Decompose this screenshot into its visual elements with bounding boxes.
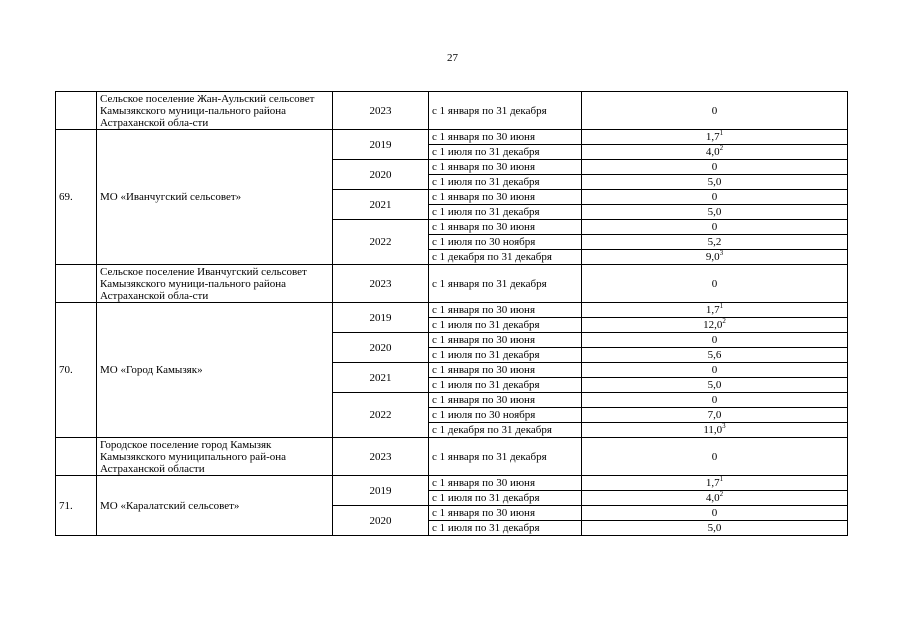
- tariff-row: [56, 303, 848, 318]
- period-cell: с 1 января по 30 июня: [429, 476, 582, 491]
- value-cell: [582, 175, 848, 190]
- tariff-row: [56, 130, 848, 145]
- year-cell: 2021: [333, 190, 429, 220]
- settlement-name: Городское поселение город Камызяк Камызякского муниципального рай-она Астраханской области: [97, 438, 333, 476]
- footnote-mark: 3: [722, 422, 726, 430]
- row-number: [56, 438, 97, 476]
- value-text: 4,0: [705, 146, 720, 158]
- value-cell: [582, 265, 848, 303]
- value-cell: [582, 491, 848, 506]
- value-text: 1,7: [705, 304, 720, 316]
- value-text: 7,0: [707, 409, 722, 421]
- value-text: 0: [711, 221, 718, 233]
- value-text: 0: [711, 161, 718, 173]
- row-number: 71.: [56, 476, 97, 536]
- period-cell: с 1 июля по 30 ноября: [429, 408, 582, 423]
- value-text: 5,0: [707, 206, 722, 218]
- value-cell: [582, 235, 848, 250]
- period-cell: с 1 января по 31 декабря: [429, 438, 582, 476]
- value-text: 0: [711, 104, 718, 117]
- period-cell: с 1 декабря по 31 декабря: [429, 250, 582, 265]
- value-cell: [582, 160, 848, 175]
- value-cell: [582, 92, 848, 130]
- year-cell: 2020: [333, 160, 429, 190]
- period-cell: с 1 июля по 31 декабря: [429, 491, 582, 506]
- value-cell: [582, 348, 848, 363]
- value-cell: [582, 423, 848, 438]
- page-number: 27: [447, 52, 458, 64]
- year-cell: 2023: [333, 438, 429, 476]
- tariff-table: [55, 91, 848, 536]
- value-text: 5,6: [707, 349, 722, 361]
- value-cell: [582, 303, 848, 318]
- value-text: 0: [711, 450, 718, 463]
- value-cell: [582, 145, 848, 160]
- year-cell: 2020: [333, 333, 429, 363]
- value-cell: [582, 130, 848, 145]
- value-cell: [582, 333, 848, 348]
- value-text: 4,0: [705, 492, 720, 504]
- settlement-row: [56, 265, 848, 303]
- value-text: 1,7: [705, 131, 720, 143]
- value-text: 5,0: [707, 379, 722, 391]
- period-cell: с 1 января по 30 июня: [429, 190, 582, 205]
- period-cell: с 1 июля по 31 декабря: [429, 378, 582, 393]
- value-text: 11,0: [703, 424, 723, 436]
- value-text: 9,0: [705, 251, 720, 263]
- footnote-mark: 1: [719, 129, 724, 137]
- year-cell: 2023: [333, 265, 429, 303]
- period-cell: с 1 января по 31 декабря: [429, 265, 582, 303]
- period-cell: с 1 января по 30 июня: [429, 220, 582, 235]
- year-cell: 2021: [333, 363, 429, 393]
- municipality-name: МО «Иванчугский сельсовет»: [97, 130, 333, 265]
- period-cell: с 1 июля по 30 ноября: [429, 235, 582, 250]
- year-cell: 2022: [333, 220, 429, 265]
- value-text: 0: [711, 507, 718, 519]
- municipality-name: МО «Город Камызяк»: [97, 303, 333, 438]
- value-cell: [582, 438, 848, 476]
- tariff-row: [56, 476, 848, 491]
- year-cell: 2019: [333, 476, 429, 506]
- year-cell: 2019: [333, 130, 429, 160]
- year-cell: 2023: [333, 92, 429, 130]
- value-cell: [582, 190, 848, 205]
- value-cell: [582, 393, 848, 408]
- value-text: 1,7: [705, 477, 720, 489]
- period-cell: с 1 января по 30 июня: [429, 393, 582, 408]
- period-cell: с 1 января по 31 декабря: [429, 92, 582, 130]
- value-text: 0: [711, 364, 718, 376]
- value-cell: [582, 220, 848, 235]
- period-cell: с 1 января по 30 июня: [429, 363, 582, 378]
- period-cell: с 1 июля по 31 декабря: [429, 348, 582, 363]
- period-cell: с 1 июля по 31 декабря: [429, 175, 582, 190]
- year-cell: 2019: [333, 303, 429, 333]
- value-cell: [582, 521, 848, 536]
- footnote-mark: 2: [719, 144, 724, 152]
- period-cell: с 1 января по 30 июня: [429, 130, 582, 145]
- value-text: 12,0: [703, 319, 723, 331]
- municipality-name: МО «Каралатский сельсовет»: [97, 476, 333, 536]
- row-number: [56, 265, 97, 303]
- settlement-row: [56, 92, 848, 130]
- value-cell: [582, 378, 848, 393]
- footnote-mark: 1: [719, 302, 724, 310]
- row-number: 69.: [56, 130, 97, 265]
- value-cell: [582, 318, 848, 333]
- value-text: 5,2: [707, 236, 722, 248]
- row-number: 70.: [56, 303, 97, 438]
- row-number: [56, 92, 97, 130]
- value-text: 0: [711, 394, 718, 406]
- period-cell: с 1 января по 30 июня: [429, 333, 582, 348]
- year-cell: 2022: [333, 393, 429, 438]
- settlement-name: Сельское поселение Жан-Аульский сельсовет Камызякского муници-пального района Астраханской обла-сти: [97, 92, 333, 130]
- settlement-row: [56, 438, 848, 476]
- period-cell: с 1 декабря по 31 декабря: [429, 423, 582, 438]
- footnote-mark: 2: [719, 490, 724, 498]
- value-cell: [582, 476, 848, 491]
- value-cell: [582, 506, 848, 521]
- settlement-name: Сельское поселение Иванчугский сельсовет Камызякского муници-пального района Астраханской обла-сти: [97, 265, 333, 303]
- period-cell: с 1 июля по 31 декабря: [429, 145, 582, 160]
- value-cell: [582, 408, 848, 423]
- value-text: 0: [711, 277, 718, 290]
- value-text: 5,0: [707, 522, 722, 534]
- period-cell: с 1 июля по 31 декабря: [429, 521, 582, 536]
- value-text: 0: [711, 191, 718, 203]
- period-cell: с 1 января по 30 июня: [429, 506, 582, 521]
- period-cell: с 1 января по 30 июня: [429, 303, 582, 318]
- tariff-table-body: [56, 92, 848, 536]
- year-cell: 2020: [333, 506, 429, 536]
- footnote-mark: 3: [719, 249, 724, 257]
- footnote-mark: 2: [722, 317, 726, 325]
- period-cell: с 1 июля по 31 декабря: [429, 205, 582, 220]
- period-cell: с 1 июля по 31 декабря: [429, 318, 582, 333]
- footnote-mark: 1: [719, 475, 724, 483]
- value-cell: [582, 205, 848, 220]
- period-cell: с 1 января по 30 июня: [429, 160, 582, 175]
- value-text: 0: [711, 334, 718, 346]
- value-cell: [582, 363, 848, 378]
- value-cell: [582, 250, 848, 265]
- value-text: 5,0: [707, 176, 722, 188]
